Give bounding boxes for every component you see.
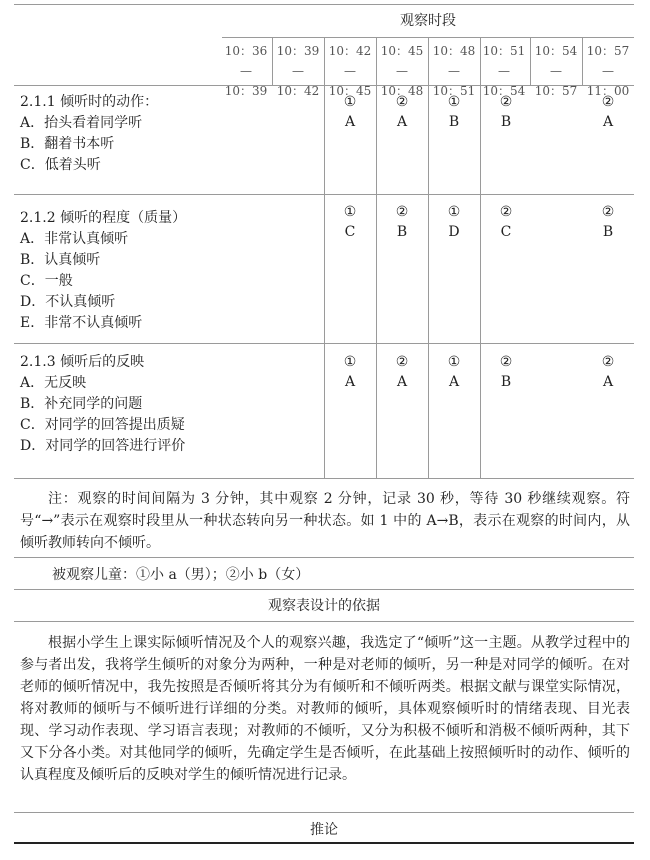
observation-period-header: 观察时段 [400,13,456,29]
category-option: D．对同学的回答进行评价 [20,438,186,454]
category-option: C．对同学的回答提出质疑 [20,417,185,433]
category-option: B．补充同学的问题 [20,396,143,412]
category-option: B．翻着书本听 [20,136,115,152]
observed-option: A [344,374,356,390]
observation-cell [428,202,480,242]
category-title: 2.1.2 倾听的程度（质量） [20,210,187,226]
children-divider [14,589,634,590]
child-marker: ② [395,94,409,110]
observed-option: B [448,114,460,130]
observed-option: A [344,114,356,130]
observed-option: A [396,114,408,130]
category-title: 2.1.1 倾听时的动作： [20,94,159,110]
time-slot-end: 10：42 [276,84,320,98]
child-marker: ② [395,354,409,370]
time-slot-7 [530,41,582,101]
child-marker: ② [601,354,615,370]
category-listening-actions [20,92,158,176]
observation-cell [324,92,376,132]
observed-option: B [396,224,408,240]
category-option: E．非常不认真倾听 [20,315,143,331]
time-slot-end: 10：54 [482,84,526,98]
time-slot-start: 10：57— [586,44,630,78]
time-slot-end: 10：57 [534,84,578,98]
time-slot-start: 10：42— [328,44,372,78]
child-marker: ② [499,204,513,220]
conclusion-rule [14,842,634,844]
observed-option: C [500,224,512,240]
time-slot-start: 10：54— [534,44,578,78]
child-marker: ① [447,204,461,220]
conclusion-title: 推论 [310,822,338,838]
observation-cell [428,92,480,132]
observation-cell [376,92,428,132]
design-basis-text: 根据小学生上课实际倾听情况及个人的观察兴趣，我选定了“倾听”这一主题。从教学过程中的参与者出发，我将学生倾听的对象分为两种，一种是对老师的倾听，另一种是对同学的倾听。在对老师的倾听情况中，我先按照是否倾听将其分为有倾听和不倾听两类。根据文献与课堂实际情况，将对教师的倾听与不倾听进行详细的分类。对教师的倾听，具体观察倾听时的情绪表现、目光表现、学习动作表现、学习语言表现；对教师的不倾听，又分为积极不倾听和消极不倾听两种，其下又下分各小类。对其他同学的倾听，先确定学生是否倾听，在此基础上按照倾听时的动作、倾听的认真程度及倾听后的反映对学生的倾听情况进行记录。 [20,635,630,783]
observation-cell [324,352,376,392]
child-marker: ① [447,94,461,110]
time-slot-start: 10：45— [380,44,424,78]
observation-cell [480,352,532,392]
top-rule [14,4,634,5]
observed-option: B [500,374,512,390]
observed-option: A [602,114,614,130]
category-option: C．低着头听 [20,157,101,173]
time-slot-end: 10：48 [380,84,424,98]
child-marker: ② [601,94,615,110]
design-bottom-rule [14,812,634,813]
observation-cell [428,352,480,392]
category-title: 2.1.3 倾听后的反映 [20,354,145,370]
observed-option: A [396,374,408,390]
table-bottom-rule [14,478,634,479]
observation-cell [582,92,634,132]
child-marker: ② [499,94,513,110]
time-slot-start: 10：48— [432,44,476,78]
note-divider [14,557,634,558]
time-slot-2 [272,41,324,101]
table-note: 注：观察的时间间隔为 3 分钟，其中观察 2 分钟，记录 30 秒，等待 30 秒继续观察。符号“→”表示在观察时段里从一种状态转向另一种状态。如 1 中的 A→B，表示在观察的时间内，从倾听教师转向不倾听。 [20,491,630,551]
observation-cell [324,202,376,242]
child-marker: ② [601,204,615,220]
time-slot-end: 10：39 [224,84,268,98]
category-listening-response [20,352,185,457]
child-marker: ② [395,204,409,220]
category-option: C．一般 [20,273,73,289]
child-marker: ① [343,94,357,110]
observation-cell [480,92,532,132]
child-marker: ① [343,204,357,220]
observation-cell [376,202,428,242]
observation-cell [376,352,428,392]
design-basis-title: 观察表设计的依据 [268,598,380,614]
child-marker: ① [447,354,461,370]
time-slot-start: 10：39— [276,44,320,78]
observation-cell [480,202,532,242]
time-slot-end: 10：45 [328,84,372,98]
observation-cell [582,352,634,392]
observed-option: A [602,374,614,390]
observed-children: 被观察儿童：①小 a（男）；②小 b（女） [52,567,310,583]
time-slot-start: 10：36— [224,44,268,78]
child-marker: ② [499,354,513,370]
category-option: A．非常认真倾听 [20,231,129,247]
time-slot-1 [220,41,272,101]
category-listening-quality [20,208,186,334]
category-option: A．无反映 [20,375,87,391]
observed-option: C [344,224,356,240]
time-slot-end: 11：00 [586,84,630,98]
observed-option: B [500,114,512,130]
category-option: A．抬头看着同学听 [20,115,143,131]
observation-cell [582,202,634,242]
child-marker: ① [343,354,357,370]
observed-option: A [448,374,460,390]
category-option: B．认真倾听 [20,252,101,268]
observed-option: D [448,224,460,240]
observed-option: B [602,224,614,240]
category-option: D．不认真倾听 [20,294,116,310]
time-slot-start: 10：51— [482,44,526,78]
design-title-divider [14,621,634,622]
time-slot-end: 10：51 [432,84,476,98]
